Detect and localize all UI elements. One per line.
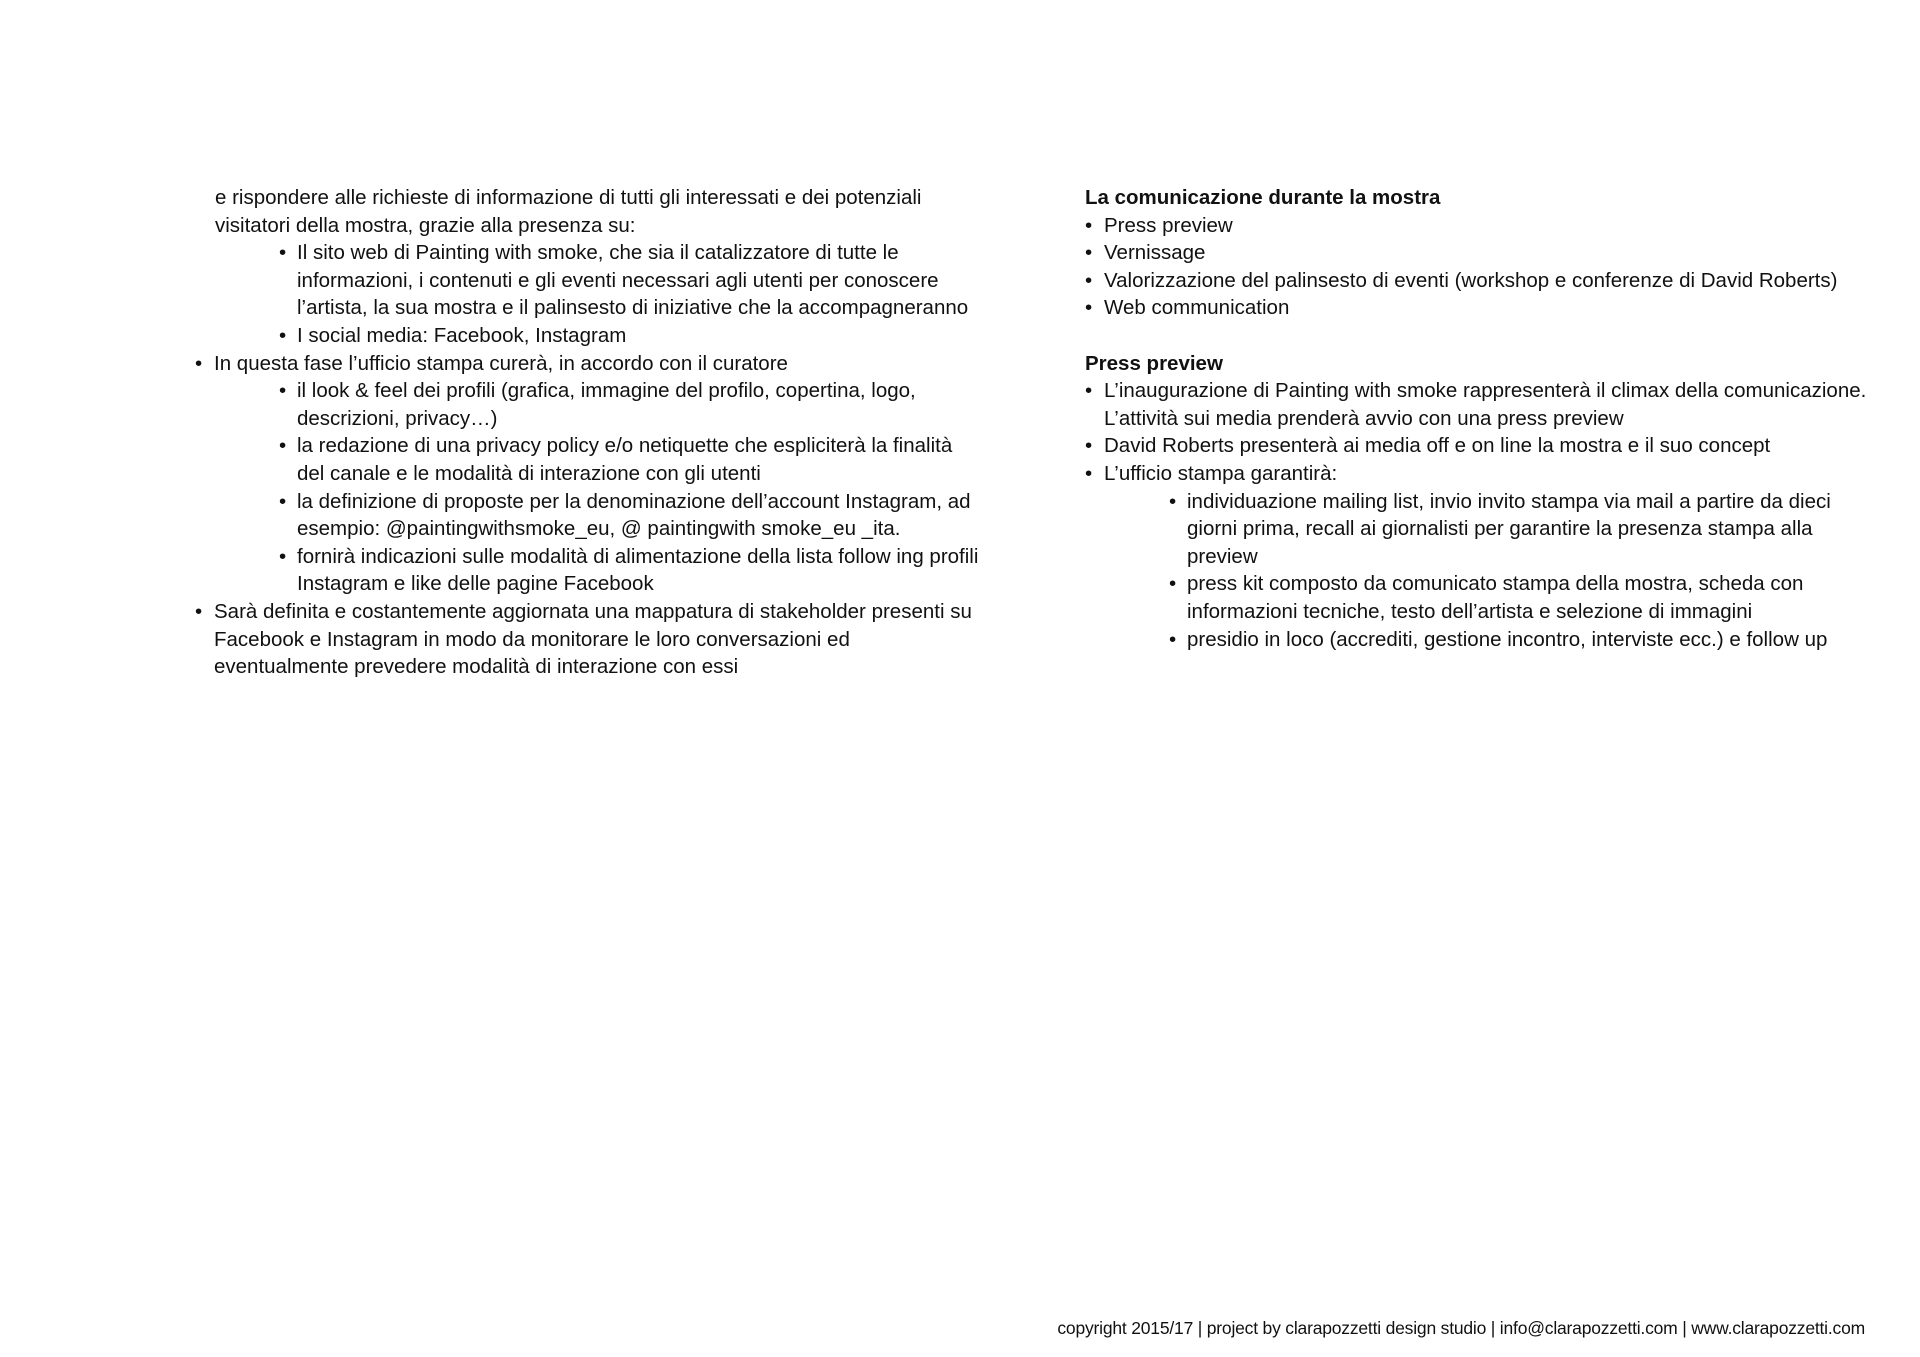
list-item: • press kit composto da comunicato stampa della mostra, scheda con informazioni tecniche, testo dell’artista e selezione di immagini xyxy=(1085,570,1885,625)
list-item: • I social media: Facebook, Instagram xyxy=(195,322,985,350)
phase-sublist xyxy=(195,377,985,598)
list-item: • Il sito web di Painting with smoke, che sia il catalizzatore di tutte le informazioni, i contenuti e gli eventi necessari agli utenti per conoscere l’artista, la sua mostra e il palinsesto di iniziative che la accompagneranno xyxy=(195,239,985,322)
list-item: • presidio in loco (accrediti, gestione incontro, interviste ecc.) e follow up xyxy=(1085,626,1885,654)
stakeholder-list xyxy=(195,598,985,681)
list-item: • Vernissage xyxy=(1085,239,1885,267)
presence-list xyxy=(195,239,985,349)
footer-copyright: copyright 2015/17 | project by clarapozzetti design studio | info@clarapozzetti.com | www.clarapozzetti.com xyxy=(1057,1318,1865,1338)
inauguration-continuation: L’attività sui media prenderà avvio con una press preview xyxy=(1104,406,1624,430)
phase-item xyxy=(195,350,985,378)
list-item: • il look & feel dei profili (grafica, immagine del profilo, copertina, logo, descrizioni, privacy…) xyxy=(195,377,985,432)
office-sublist xyxy=(1085,488,1885,654)
section-heading-during-exhibition: La comunicazione durante la mostra xyxy=(1085,186,1441,209)
press-preview-list xyxy=(1085,377,1885,487)
right-column xyxy=(1085,184,1885,653)
list-item: • fornirà indicazioni sulle modalità di alimentazione della lista follow ing profili Instagram e like delle pagine Facebook xyxy=(195,543,985,598)
intro-paragraph: e rispondere alle richieste di informazione di tutti gli interessati e dei potenziali visitatori della mostra, grazie alla presenza su: xyxy=(215,186,922,237)
list-item: • Web communication xyxy=(1085,294,1885,322)
list-item: • individuazione mailing list, invio invito stampa via mail a partire da dieci giorni prima, recall ai giornalisti per garantire la presenza stampa alla preview xyxy=(1085,488,1885,571)
list-item: • David Roberts presenterà ai media off e on line la mostra e il suo concept xyxy=(1085,432,1885,460)
list-item: • Valorizzazione del palinsesto di eventi (workshop e conferenze di David Roberts) xyxy=(1085,267,1885,295)
inauguration-text: • L’inaugurazione di Painting with smoke rappresenterà il climax della comunicazione. xyxy=(1104,379,1867,403)
phase-label: In questa fase l’ufficio stampa curerà, in accordo con il curatore xyxy=(214,351,788,375)
left-column xyxy=(195,184,985,681)
list-item: • la definizione di proposte per la denominazione dell’account Instagram, ad esempio: @paintingwithsmoke_eu, @ paintingwith smoke_eu _ita. xyxy=(195,488,985,543)
spacer xyxy=(1085,322,1885,350)
list-item: • L’ufficio stampa garantirà: xyxy=(1085,460,1885,488)
list-item: • Press preview xyxy=(1085,212,1885,240)
stakeholder-item: • Sarà definita e costantemente aggiornata una mappatura di stakeholder presenti su Facebook e Instagram in modo da monitorare le loro conversazioni ed eventualmente prevedere modalità di interazione con essi xyxy=(195,598,985,681)
inauguration-item xyxy=(1085,377,1885,432)
section-heading-press-preview: Press preview xyxy=(1085,351,1223,375)
communication-list xyxy=(1085,212,1885,322)
phase-list xyxy=(195,350,985,378)
list-item: • la redazione di una privacy policy e/o netiquette che espliciterà la finalità del canale e le modalità di interazione con gli utenti xyxy=(195,432,985,487)
